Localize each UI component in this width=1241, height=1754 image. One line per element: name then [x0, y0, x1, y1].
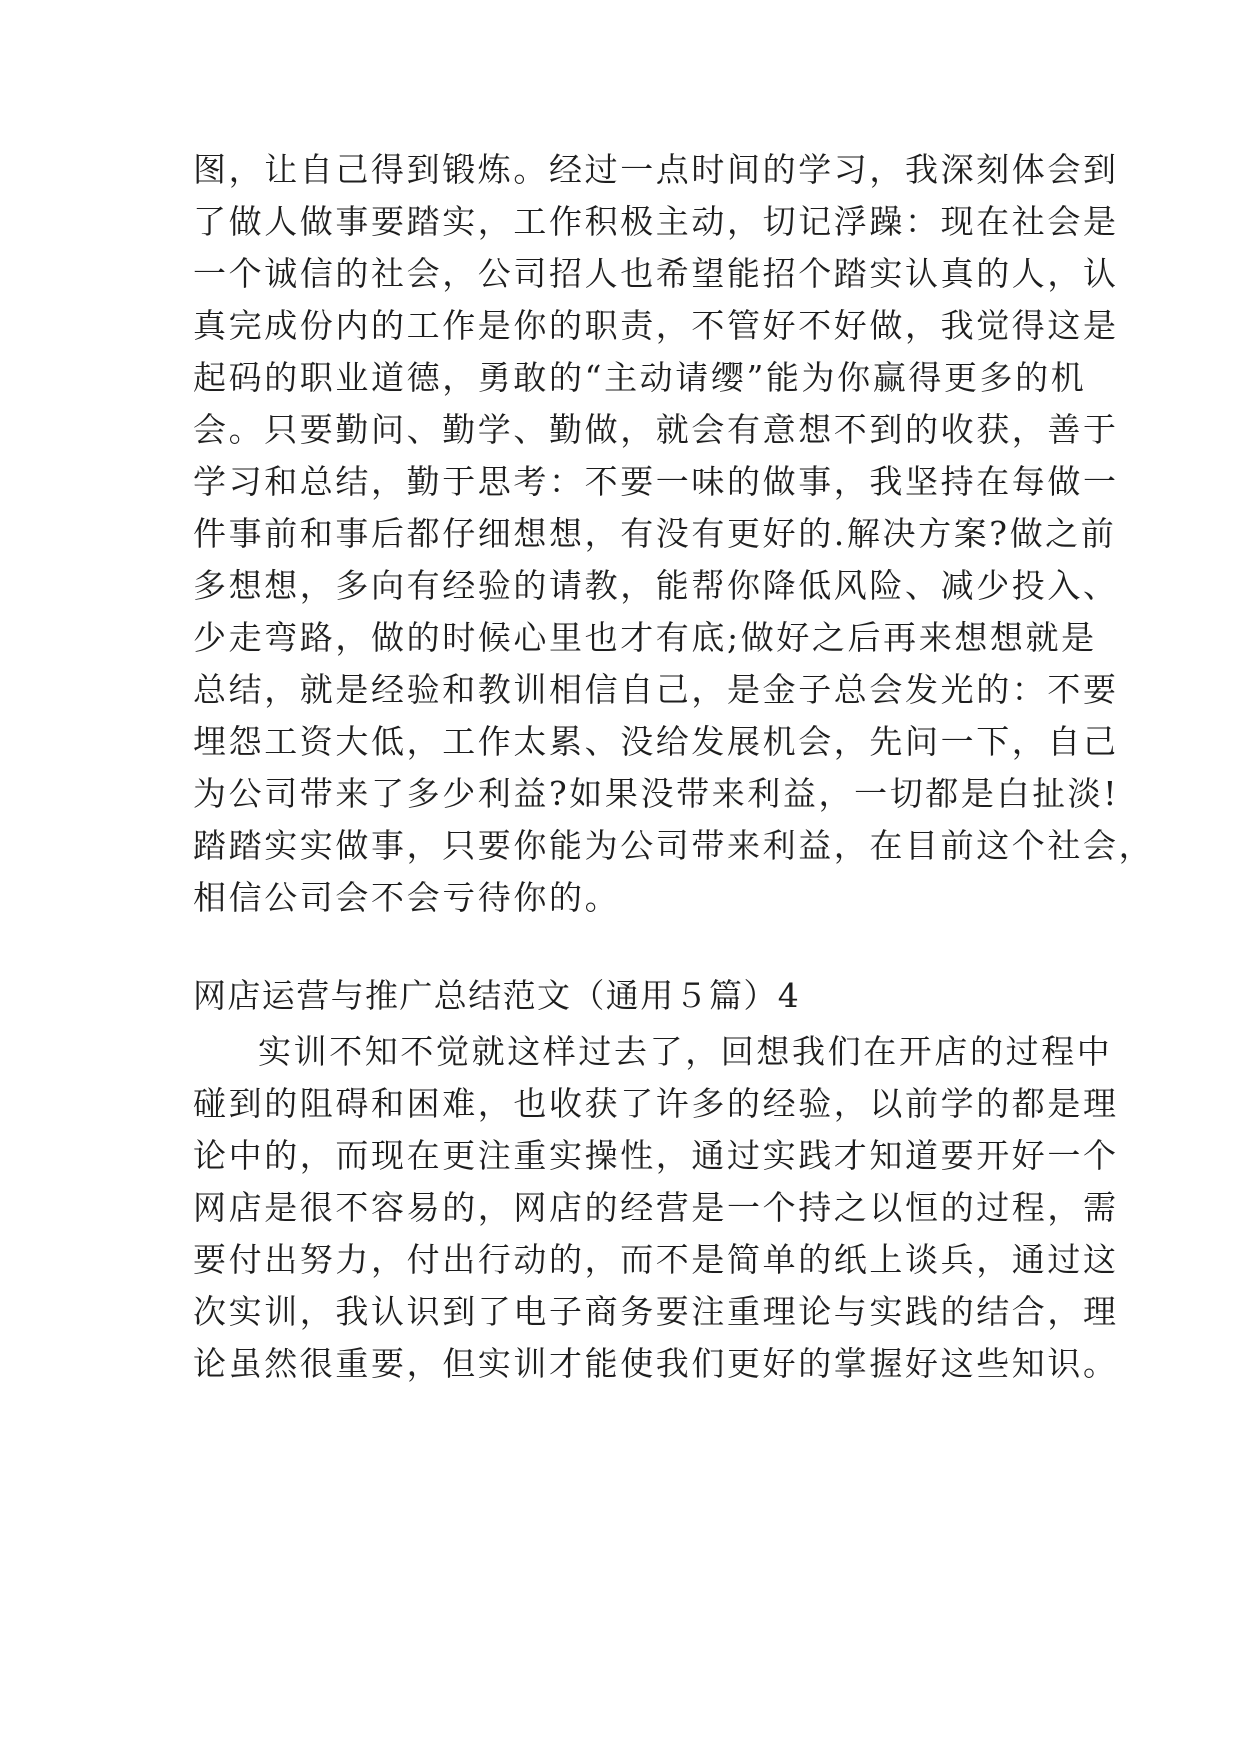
paragraph-line: 网店是很不容易的，网店的经营是一个持之以恒的过程，需 [193, 1188, 1119, 1227]
paragraph-line: 一个诚信的社会，公司招人也希望能招个踏实认真的人，认 [193, 254, 1119, 293]
paragraph-line: 次实训，我认识到了电子商务要注重理论与实践的结合，理 [193, 1292, 1119, 1331]
paragraph-line: 踏踏实实做事，只要你能为公司带来利益，在目前这个社会， [193, 826, 1155, 865]
paragraph-line: 学习和总结，勤于思考：不要一味的做事，我坚持在每做一 [193, 462, 1119, 501]
paragraph-line: 碰到的阻碍和困难，也收获了许多的经验，以前学的都是理 [193, 1084, 1119, 1123]
paragraph-line: 要付出努力，付出行动的，而不是简单的纸上谈兵，通过这 [193, 1240, 1119, 1279]
paragraph-line: 相信公司会不会亏待你的。 [193, 878, 621, 917]
paragraph-line: 件事前和事后都仔细想想，有没有更好的.解决方案?做之前 [193, 514, 1117, 553]
paragraph-line: 实训不知不觉就这样过去了，回想我们在开店的过程中 [258, 1032, 1113, 1071]
paragraph-line: 会。只要勤问、勤学、勤做，就会有意想不到的收获，善于 [193, 410, 1119, 449]
paragraph-line: 为公司带来了多少利益?如果没带来利益，一切都是白扯淡! [193, 774, 1120, 813]
paragraph-line: 论中的，而现在更注重实操性，通过实践才知道要开好一个 [193, 1136, 1119, 1175]
paragraph-line: 起码的职业道德，勇敢的“主动请缨”能为你赢得更多的机 [193, 358, 1087, 397]
paragraph-line: 论虽然很重要，但实训才能使我们更好的掌握好这些知识。 [193, 1344, 1119, 1383]
paragraph-line: 埋怨工资大低，工作太累、没给发展机会，先问一下，自己 [193, 722, 1119, 761]
paragraph-line: 总结，就是经验和教训相信自己，是金子总会发光的：不要 [193, 670, 1119, 709]
section-heading: 网店运营与推广总结范文（通用５篇）4 [193, 976, 801, 1015]
paragraph-line: 图，让自己得到锻炼。经过一点时间的学习，我深刻体会到 [193, 150, 1119, 189]
paragraph-line: 真完成份内的工作是你的职责，不管好不好做，我觉得这是 [193, 306, 1119, 345]
paragraph-line: 少走弯路，做的时候心里也才有底;做好之后再来想想就是 [193, 618, 1097, 657]
paragraph-line: 多想想，多向有经验的请教，能帮你降低风险、减少投入、 [193, 566, 1119, 605]
paragraph-line: 了做人做事要踏实，工作积极主动，切记浮躁：现在社会是 [193, 202, 1119, 241]
